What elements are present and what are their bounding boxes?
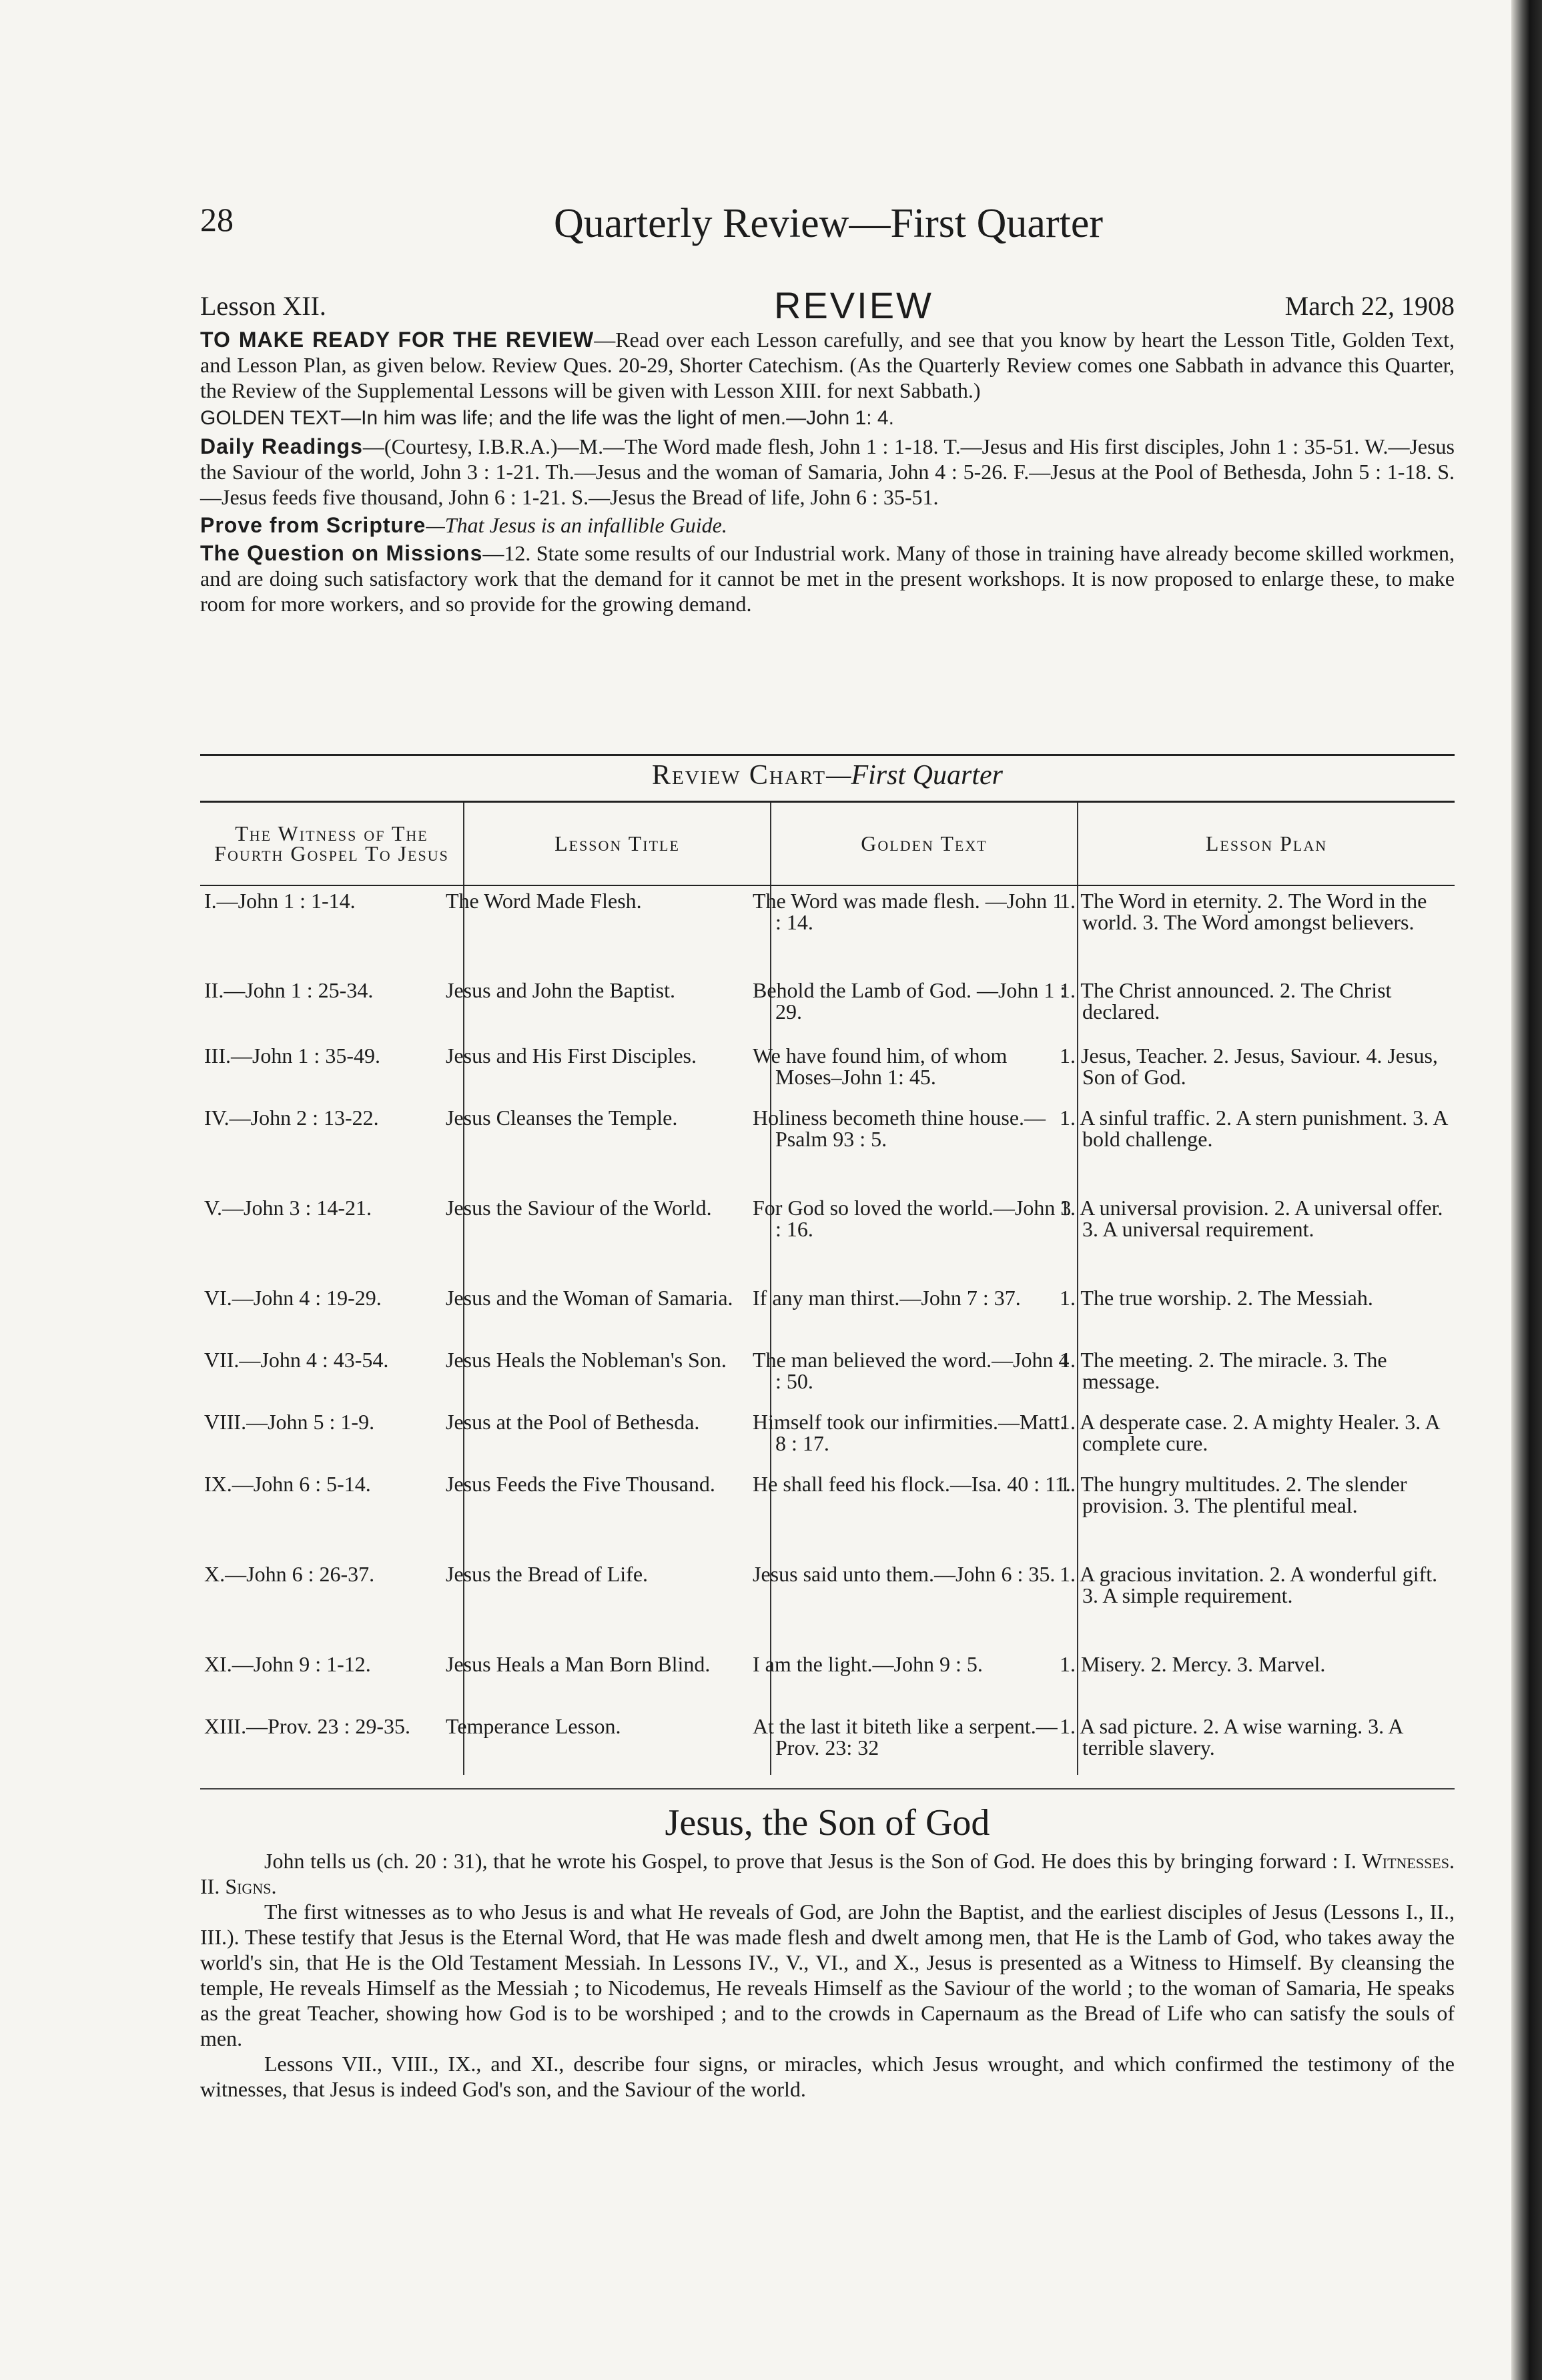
missions-paragraph: [200, 540, 1455, 617]
row-lesson-plan: 1. A desperate case. 2. A mighty Healer. 3. A complete cure.: [1078, 1407, 1455, 1469]
page-header: [200, 200, 1455, 260]
review-chart-header-row: [200, 802, 1455, 885]
missions-label: The Question on Missions: [200, 541, 483, 565]
row-scripture-ref: X.—John 6 : 26-37.: [204, 1561, 375, 1586]
row-scripture-ref: V.—John 3 : 14-21.: [204, 1195, 372, 1220]
review-chart-row: [200, 1559, 1455, 1649]
row-scripture-ref: II.—John 1 : 25-34.: [204, 977, 374, 1002]
row-lesson-title: Jesus Heals the Nobleman's Son.: [464, 1345, 771, 1407]
lesson-title: REVIEW: [774, 284, 933, 326]
row-golden-text: Himself took our infirmities.—Matt. 8 : 17.: [771, 1407, 1078, 1469]
chart-title: [200, 759, 1455, 791]
essay-paragraph-3: Lessons VII., VIII., IX., and XI., describe four signs, or miracles, which Jesus wrought, and which confirmed the testimony of the witnesses, that Jesus is indeed God's son, and the Saviour of the world.: [200, 2052, 1455, 2101]
row-lesson-plan: 1. Jesus, Teacher. 2. Jesus, Saviour. 4. Jesus, Son of God.: [1078, 1041, 1455, 1103]
essay-title: Jesus, the Son of God: [665, 1802, 990, 1844]
row-golden-text: Behold the Lamb of God. —John 1 : 29.: [771, 975, 1078, 1041]
row-lesson-title: The Word Made Flesh.: [464, 885, 771, 975]
row-lesson-title: Jesus Cleanses the Temple.: [464, 1103, 771, 1193]
row-scripture-ref: XIII.—Prov. 23 : 29-35.: [204, 1713, 410, 1738]
review-chart-row: [200, 1407, 1455, 1469]
row-lesson-title: Jesus and the Woman of Samaria.: [464, 1283, 771, 1345]
review-chart-row: [200, 1711, 1455, 1775]
essay-paragraph-2: The first witnesses as to who Jesus is and what He reveals of God, are John the Baptist, and the earliest disciples of Jesus (Lessons I., II., III.). These testify that Jesus is the Eternal Word, that He was made flesh and dwelt among men, that He is the Lamb of God, who takes away the world's sin, that He is the Old Testament Messiah. In Lessons IV., V., VI., and X., Jesus is presented as a Witness to Himself. By cleansing the temple, He reveals Himself as the Messiah ; to Nicodemus, He reveals Himself as the Saviour of the world ; to the woman of Samaria, He speaks as the great Teacher, showing how God is to be worshiped ; and to the crowds in Capernaum as the Bread of Life who can satisfy the souls of men.: [200, 1900, 1455, 2050]
essay-witnesses: Witnesses: [1362, 1849, 1449, 1873]
row-golden-text: Jesus said unto them.—John 6 : 35.: [771, 1559, 1078, 1649]
header-lesson-plan: Lesson Plan: [1078, 802, 1455, 885]
review-chart-row: [200, 1469, 1455, 1559]
row-lesson-plan: 1. A gracious invitation. 2. A wonderful gift. 3. A simple requirement.: [1078, 1559, 1455, 1649]
running-title: Quarterly Review—First Quarter: [554, 201, 1103, 246]
lesson-heading-line: [200, 284, 1455, 330]
essay-p1-c: . II.: [200, 1849, 1455, 1898]
make-ready-label: TO MAKE READY FOR THE REVIEW: [200, 328, 595, 352]
row-lesson-title: Jesus at the Pool of Bethesda.: [464, 1407, 771, 1469]
row-lesson-title: Jesus and John the Baptist.: [464, 975, 771, 1041]
review-chart-row: [200, 1041, 1455, 1103]
header-lesson-title: Lesson Title: [464, 802, 771, 885]
prove-paragraph: [200, 512, 1455, 538]
row-lesson-plan: 1. The meeting. 2. The miracle. 3. The message.: [1078, 1345, 1455, 1407]
page-number: 28: [200, 201, 234, 238]
review-chart-table: [200, 801, 1455, 1775]
row-lesson-title: Jesus and His First Disciples.: [464, 1041, 771, 1103]
row-scripture-ref: VIII.—John 5 : 1-9.: [204, 1409, 375, 1434]
row-golden-text: The Word was made flesh. —John 1 : 14.: [771, 885, 1078, 975]
missions-text: —12. State some results of our Industrial work. Many of those in training have already become skilled workmen, and are doing such satisfactory work that the demand for it cannot be met in the present workshops. It is now proposed to enlarge these, to make room for more workers, and so provide for the growing demand.: [200, 541, 1455, 616]
daily-readings-text: —(Courtesy, I.B.R.A.)—M.—The Word made flesh, John 1 : 1-18. T.—Jesus and His first disciples, John 1 : 35-51. W.—Jesus the Saviour of the world, John 3 : 1-21. Th.—Jesus and the woman of Samaria, John 4 : 5-26. F.—Jesus at the Pool of Bethesda, John 5 : 1-18. S.—Jesus feeds five thousand, John 6 : 1-21. S.—Jesus the Bread of life, John 6 : 35-51.: [200, 434, 1455, 509]
row-scripture-ref: I.—John 1 : 1-14.: [204, 888, 356, 913]
essay-p1-e: .: [271, 1874, 277, 1898]
row-lesson-plan: 1. A sinful traffic. 2. A stern punishment. 3. A bold challenge.: [1078, 1103, 1455, 1193]
row-golden-text: He shall feed his flock.—Isa. 40 : 11.: [771, 1469, 1078, 1559]
row-golden-text: I am the light.—John 9 : 5.: [771, 1649, 1078, 1711]
row-lesson-plan: 1. The true worship. 2. The Messiah.: [1078, 1283, 1455, 1345]
row-lesson-plan: 1. A sad picture. 2. A wise warning. 3. A terrible slavery.: [1078, 1711, 1455, 1775]
essay-signs: Signs: [225, 1874, 272, 1898]
golden-text: GOLDEN TEXT—In him was life; and the life was the light of men.—John 1: 4.: [200, 407, 894, 429]
chart-title-rest: —First Quarter: [826, 760, 1003, 791]
prove-text: —That Jesus is an infallible Guide.: [426, 513, 727, 537]
review-chart-row: [200, 1283, 1455, 1345]
row-golden-text: We have found him, of whom Moses–John 1: 45.: [771, 1041, 1078, 1103]
row-lesson-title: Jesus the Bread of Life.: [464, 1559, 771, 1649]
row-golden-text: Holiness becometh thine house.—Psalm 93 : 5.: [771, 1103, 1078, 1193]
row-scripture-ref: XI.—John 9 : 1-12.: [204, 1651, 371, 1676]
prove-label: Prove from Scripture: [200, 513, 426, 537]
lesson-introduction: [200, 327, 1455, 619]
essay-body: [200, 1848, 1455, 2102]
daily-readings-label: Daily Readings: [200, 434, 363, 458]
chart-rule: [200, 754, 1455, 756]
row-lesson-title: Jesus the Saviour of the World.: [464, 1193, 771, 1283]
row-lesson-title: Jesus Feeds the Five Thousand.: [464, 1469, 771, 1559]
review-chart-body: [200, 885, 1455, 1775]
scan-edge-shadow: [1511, 0, 1542, 2380]
daily-readings-paragraph: [200, 434, 1455, 510]
review-chart-row: [200, 1193, 1455, 1283]
row-lesson-plan: 1. The hungry multitudes. 2. The slender provision. 3. The plentiful meal.: [1078, 1469, 1455, 1559]
row-lesson-plan: 1. Misery. 2. Mercy. 3. Marvel.: [1078, 1649, 1455, 1711]
row-lesson-title: Jesus Heals a Man Born Blind.: [464, 1649, 771, 1711]
review-chart-row: [200, 975, 1455, 1041]
row-scripture-ref: VII.—John 4 : 43-54.: [204, 1347, 389, 1372]
section-rule: [200, 1788, 1455, 1790]
row-scripture-ref: VI.—John 4 : 19-29.: [204, 1285, 382, 1310]
review-chart-row: [200, 1345, 1455, 1407]
essay-p1-a: John tells us (ch. 20 : 31), that he wrote his Gospel, to prove that Jesus is the Son of God. He does this by bringing forward : I.: [264, 1849, 1363, 1873]
row-golden-text: At the last it biteth like a serpent.—Prov. 23: 32: [771, 1711, 1078, 1775]
make-ready-text: —Read over each Lesson carefully, and see that you know by heart the Lesson Title, Golden Text, and Lesson Plan, as given below. Review Ques. 20-29, Shorter Catechism. (As the Quarterly Review comes one Sabbath in advance this Quarter, the Review of the Supplemental Lessons will be given with Lesson XIII. for next Sabbath.): [200, 328, 1455, 402]
row-lesson-plan: 1. A universal provision. 2. A universal offer. 3. A universal requirement.: [1078, 1193, 1455, 1283]
row-lesson-plan: 1. The Christ announced. 2. The Christ declared.: [1078, 975, 1455, 1041]
make-ready-paragraph: [200, 327, 1455, 403]
chart-title-main: Review Chart: [652, 760, 827, 791]
row-golden-text: For God so loved the world.—John 3 : 16.: [771, 1193, 1078, 1283]
row-lesson-title: Temperance Lesson.: [464, 1711, 771, 1775]
row-golden-text: If any man thirst.—John 7 : 37.: [771, 1283, 1078, 1345]
review-chart-row: [200, 1649, 1455, 1711]
review-chart-row: [200, 1103, 1455, 1193]
lesson-number: Lesson XII.: [200, 291, 326, 321]
row-scripture-ref: III.—John 1 : 35-49.: [204, 1043, 380, 1068]
header-golden-text: Golden Text: [771, 802, 1078, 885]
row-scripture-ref: IV.—John 2 : 13-22.: [204, 1105, 379, 1130]
row-scripture-ref: IX.—John 6 : 5-14.: [204, 1471, 371, 1496]
essay-paragraph-1: [200, 1848, 1455, 1899]
row-golden-text: The man believed the word.—John 4 : 50.: [771, 1345, 1078, 1407]
lesson-date: March 22, 1908: [1284, 291, 1455, 321]
review-chart-row: [200, 885, 1455, 975]
header-witness: The Witness of The Fourth Gospel To Jesus: [200, 802, 464, 885]
row-lesson-plan: 1. The Word in eternity. 2. The Word in the world. 3. The Word amongst believers.: [1078, 885, 1455, 975]
